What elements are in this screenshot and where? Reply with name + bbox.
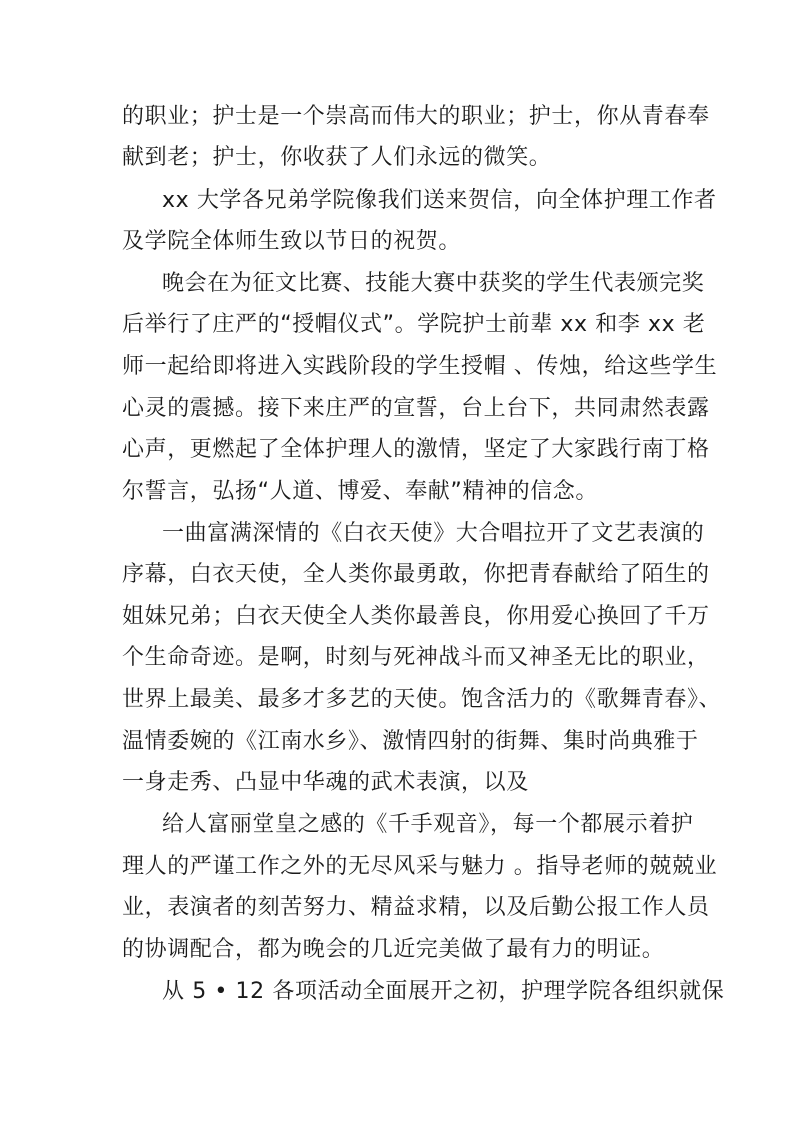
text-line: 从 5 • 12 各项活动全面展开之初，护理学院各组织就保 bbox=[162, 979, 725, 1004]
text-line: 给人富丽堂皇之感的《千手观音》，每一个都展示着护 bbox=[162, 812, 694, 837]
text-line: 心声，更燃起了全体护理人的激情，坚定了大家践行南丁格 bbox=[122, 437, 710, 462]
text-line: 业，表演者的刻苦努力、精益求精，以及后勤公报工作人员 bbox=[122, 895, 710, 920]
text-line: 后举行了庄严的“授帽仪式”。学院护士前辈 xx 和李 xx 老 bbox=[122, 312, 706, 337]
text-line: 温情委婉的《江南水乡》、激情四射的街舞、集时尚典雅于 bbox=[122, 729, 699, 754]
text-line: 师一起给即将进入实践阶段的学生授帽 、传烛，给这些学生 bbox=[122, 354, 718, 379]
text-line: 及学院全体师生致以节日的祝贺。 bbox=[122, 229, 462, 254]
text-line: 的协调配合，都为晚会的几近完美做了最有力的明证。 bbox=[122, 937, 665, 962]
text-line: 一身走秀、凸显中华魂的武术表演，以及 bbox=[122, 770, 529, 795]
text-line: 个生命奇迹。是啊，时刻与死神战斗而又神圣无比的职业， bbox=[122, 645, 710, 670]
text-line: 理人的严谨工作之外的无尽风采与魅力 。指导老师的兢兢业 bbox=[122, 854, 718, 879]
text-line: 的职业；护士是一个崇高而伟大的职业；护士，你从青春奉 bbox=[122, 104, 710, 129]
text-line: 晚会在为征文比赛、技能大赛中获奖的学生代表颁完奖 bbox=[162, 271, 705, 296]
text-line: 尔誓言，弘扬“人道、博爱、奉献”精神的信念。 bbox=[122, 479, 598, 504]
text-line: 世界上最美、最多才多艺的天使。饱含活力的《歌舞青春》、 bbox=[122, 687, 722, 712]
text-line: 序幕，白衣天使，全人类你最勇敢，你把青春献给了陌生的 bbox=[122, 562, 710, 587]
text-line: 心灵的震撼。接下来庄严的宣誓，台上台下，共同肃然表露 bbox=[122, 396, 710, 421]
text-line: 献到老；护士，你收获了人们永远的微笑。 bbox=[122, 145, 552, 170]
text-line: 姐妹兄弟；白衣天使全人类你最善良，你用爱心换回了千万 bbox=[122, 604, 710, 629]
text-line: 一曲富满深情的《白衣天使》大合唱拉开了文艺表演的 bbox=[162, 521, 705, 546]
text-line: xx 大学各兄弟学院像我们送来贺信，向全体护理工作者 bbox=[162, 188, 717, 213]
